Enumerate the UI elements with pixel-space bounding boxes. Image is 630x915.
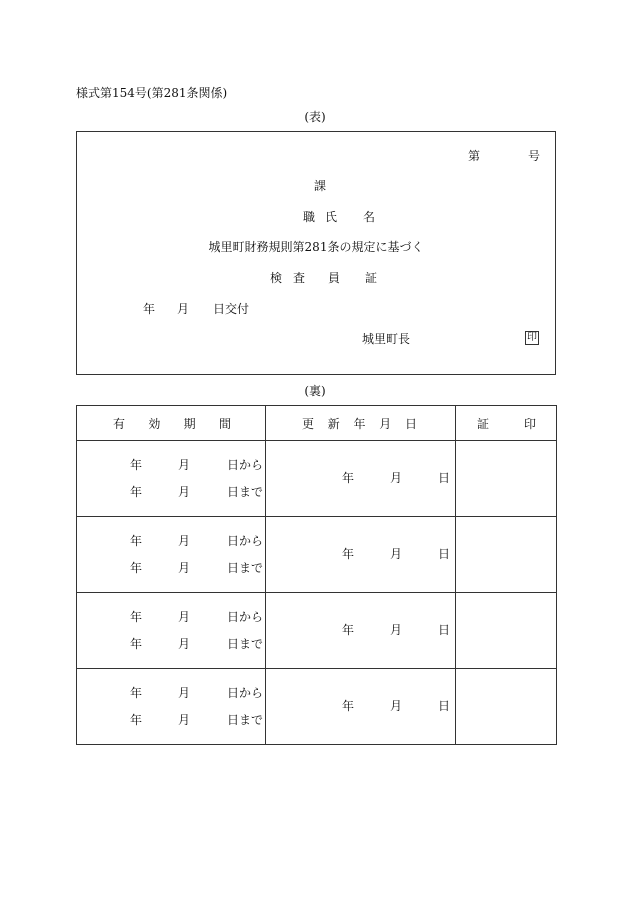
period-to (77, 713, 266, 727)
validity-table (76, 405, 557, 745)
header-char: 期 (183, 416, 196, 431)
header-char: 日 (404, 416, 417, 431)
to-year: 年 (130, 561, 143, 575)
front-card (76, 131, 556, 375)
from-day: 日から (227, 686, 264, 700)
period-from (77, 610, 266, 624)
basis-text: 城里町財務規則第281条の規定に基づく (208, 240, 424, 254)
renewal-cell (266, 517, 456, 593)
from-month: 月 (178, 610, 191, 624)
seal-cell (456, 441, 557, 517)
to-month: 月 (178, 637, 191, 651)
renewal-month: 月 (390, 699, 403, 713)
seal-box: 印 (527, 332, 537, 343)
to-day: 日まで (227, 637, 264, 651)
header-char: 印 (523, 416, 536, 431)
period-to (77, 561, 266, 575)
renewal-year: 年 (342, 471, 355, 485)
from-month: 月 (178, 686, 191, 700)
period-from (77, 534, 266, 548)
from-month: 月 (178, 458, 191, 472)
period-to (77, 485, 266, 499)
header-char: 年 (353, 416, 366, 431)
to-year: 年 (130, 713, 143, 727)
period-from (77, 458, 266, 472)
renewal-year: 年 (342, 547, 355, 561)
renewal-cell (266, 669, 456, 745)
renewal-year: 年 (342, 623, 355, 637)
renewal-month: 月 (390, 623, 403, 637)
issuer: 城里町長 (362, 332, 411, 346)
position-mei: 名 (363, 210, 376, 224)
period-to (77, 637, 266, 651)
table-row (77, 441, 557, 517)
period-cell (77, 441, 266, 517)
issue-day: 日交付 (213, 302, 250, 316)
seal-cell (456, 669, 557, 745)
to-day: 日まで (227, 713, 264, 727)
period-cell (77, 517, 266, 593)
position-shi: 氏 (325, 210, 338, 224)
renewal-day: 日 (438, 471, 451, 485)
renewal-day: 日 (438, 547, 451, 561)
from-day: 日から (227, 458, 264, 472)
front-label: (表) (304, 110, 326, 124)
from-year: 年 (130, 534, 143, 548)
back-label: (裏) (304, 384, 326, 398)
header-char: 間 (218, 416, 231, 431)
table-row (77, 669, 557, 745)
table-row (77, 517, 557, 593)
header-char: 更 (302, 416, 315, 431)
renewal-cell (266, 593, 456, 669)
header-char: 証 (477, 416, 490, 431)
to-month: 月 (178, 713, 191, 727)
from-year: 年 (130, 686, 143, 700)
from-day: 日から (227, 534, 264, 548)
title-char-4: 証 (365, 271, 378, 285)
issue-year: 年 (143, 302, 156, 316)
renewal-month: 月 (390, 471, 403, 485)
header-char: 月 (379, 416, 392, 431)
to-month: 月 (178, 561, 191, 575)
renewal-day: 日 (438, 623, 451, 637)
title-char-3: 員 (328, 271, 341, 285)
header-seal (456, 406, 557, 441)
to-day: 日まで (227, 561, 264, 575)
issue-month: 月 (177, 302, 190, 316)
position-shoku: 職 (303, 210, 316, 224)
to-year: 年 (130, 485, 143, 499)
number-dai: 第 (468, 149, 481, 163)
to-day: 日まで (227, 485, 264, 499)
period-cell (77, 669, 266, 745)
table-row (77, 593, 557, 669)
period-cell (77, 593, 266, 669)
header-renewal (266, 406, 456, 441)
form-title: 様式第154号(第281条関係) (76, 86, 228, 100)
renewal-cell (266, 441, 456, 517)
period-from (77, 686, 266, 700)
header-char: 新 (327, 416, 340, 431)
title-char-1: 検 (270, 271, 283, 285)
renewal-month: 月 (390, 547, 403, 561)
section-label: 課 (314, 179, 327, 193)
from-month: 月 (178, 534, 191, 548)
from-day: 日から (227, 610, 264, 624)
to-year: 年 (130, 637, 143, 651)
renewal-day: 日 (438, 699, 451, 713)
from-year: 年 (130, 610, 143, 624)
number-go: 号 (528, 149, 541, 163)
header-validity (77, 406, 266, 441)
to-month: 月 (178, 485, 191, 499)
header-char: 効 (148, 416, 161, 431)
renewal-year: 年 (342, 699, 355, 713)
seal-cell (456, 517, 557, 593)
seal-cell (456, 593, 557, 669)
table-header-row (77, 406, 557, 441)
from-year: 年 (130, 458, 143, 472)
header-char: 有 (113, 416, 126, 431)
title-char-2: 査 (293, 271, 306, 285)
